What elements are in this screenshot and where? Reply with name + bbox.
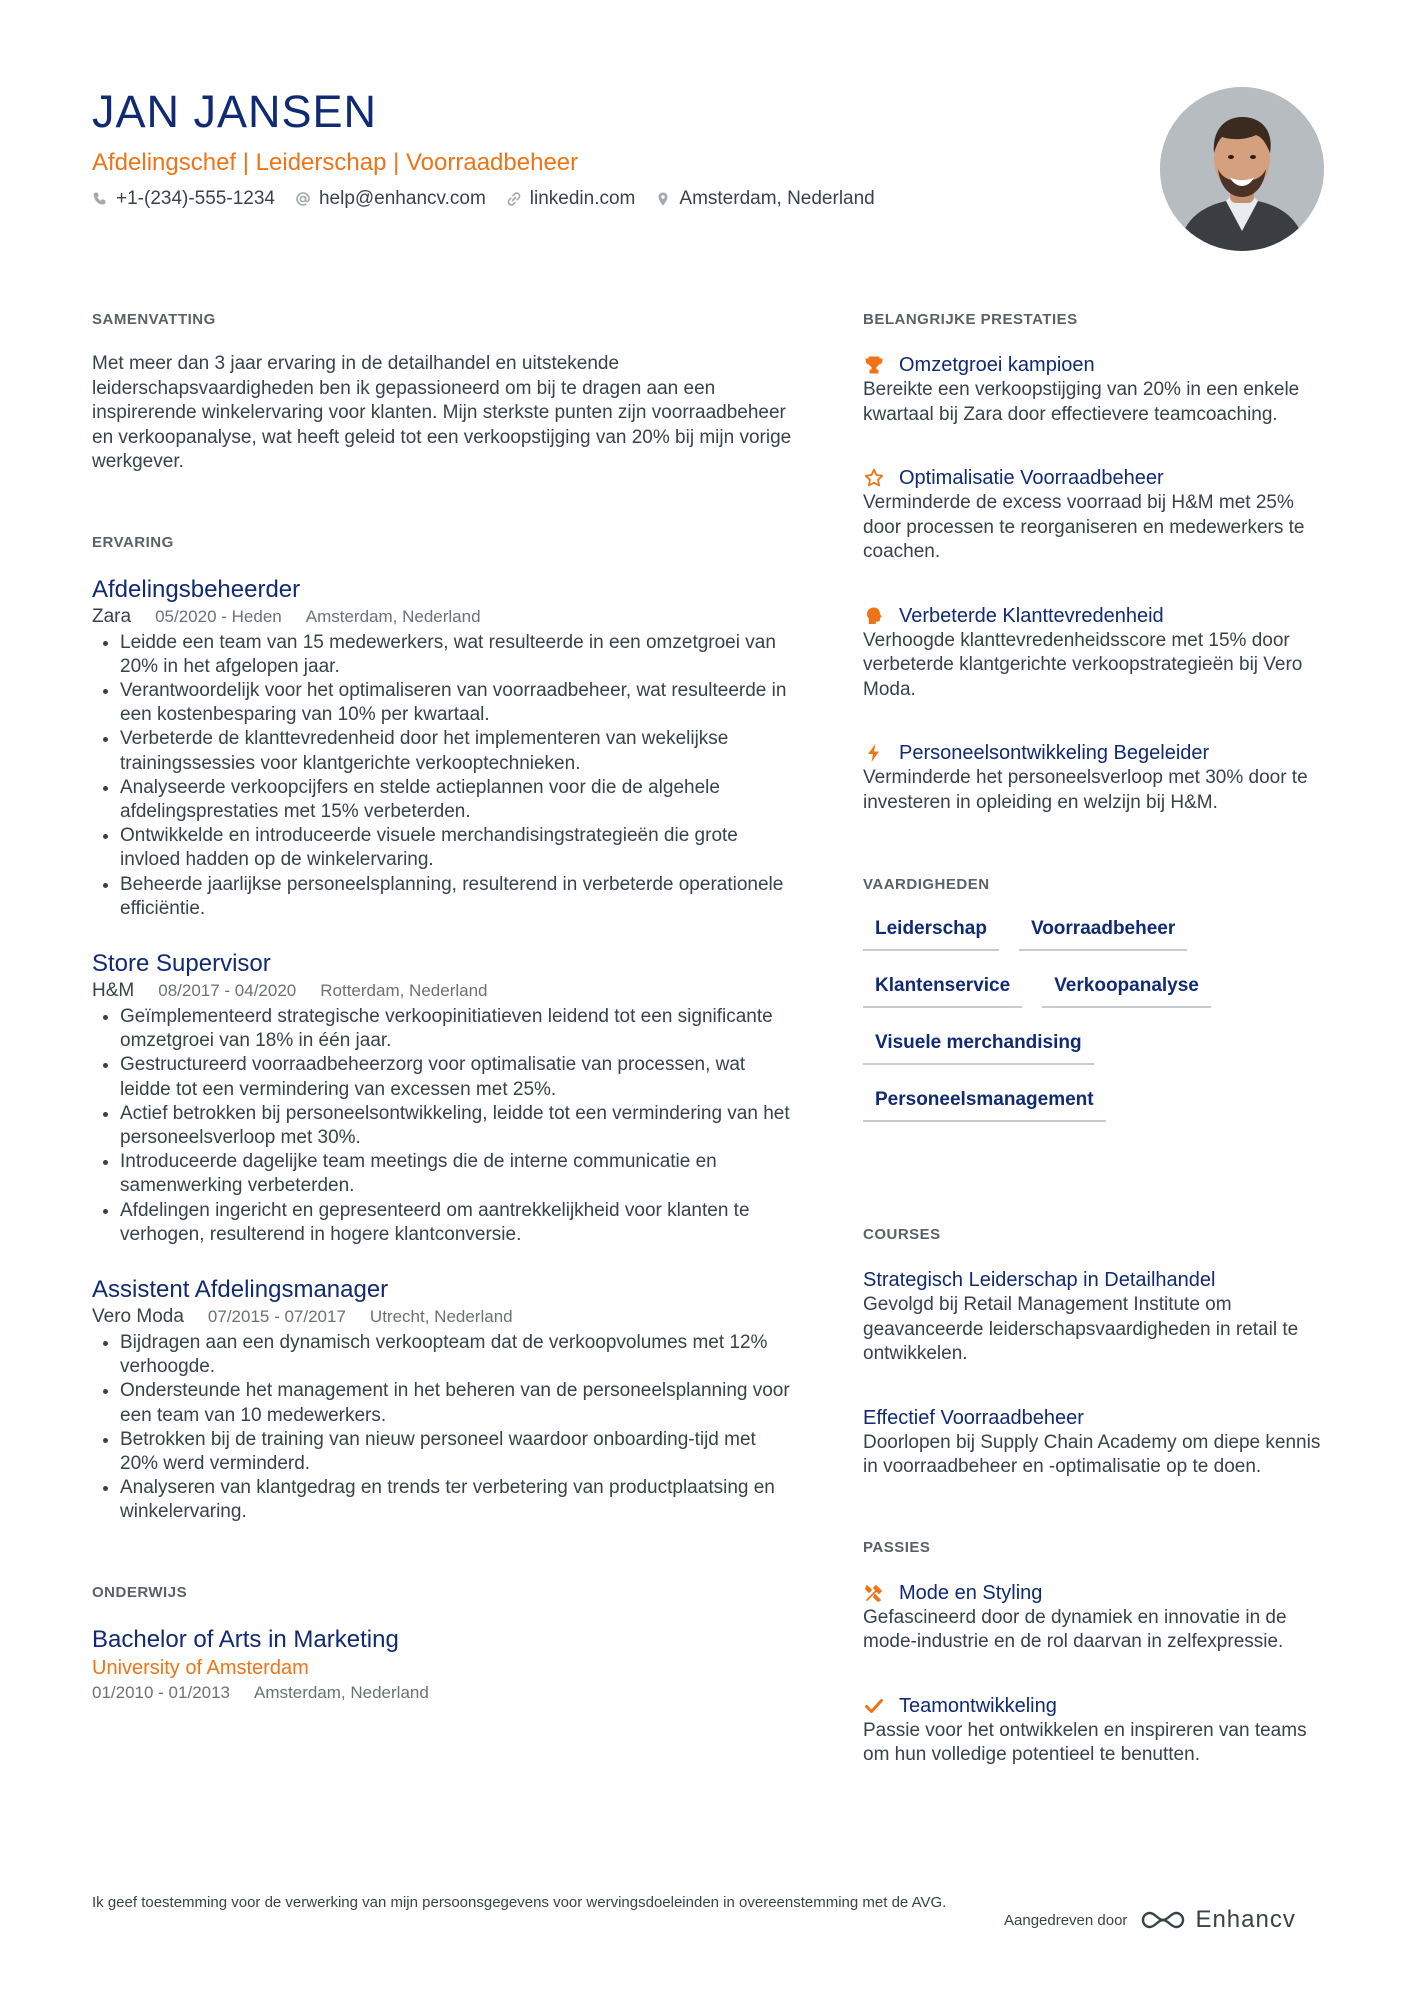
skills-heading: VAARDIGHEDEN: [863, 876, 990, 893]
achievements-section: [863, 310, 1333, 815]
phone-text: +1-(234)-555-1234: [116, 188, 275, 209]
course-title: Effectief Voorraadbeheer: [863, 1406, 1084, 1429]
contact-location: [655, 188, 874, 210]
location-text: Amsterdam, Nederland: [679, 188, 875, 209]
achievement-desc: Bereikte een verkoopstijging van 20% in een enkele kwartaal bij Zara door effectievere teamcoaching.: [863, 379, 1300, 425]
achievement-desc: Verhoogde klanttevredenheidsscore met 15% door verbeterde klantgerichte verkoopstrategieën bij Vero Moda.: [863, 629, 1303, 700]
job-bullet: • Bijdragen aan een dynamisch verkoopteam dat de verkoopvolumes met 12% verhoogde.: [120, 1331, 792, 1379]
job-bullet: • Betrokken bij de training van nieuw personeel waardoor onboarding-tijd met 20% werd verminderd.: [120, 1428, 792, 1476]
powered-by-label: Aangedreven door: [1004, 1911, 1128, 1929]
achievement-title: Verbeterde Klanttevredenheid: [899, 604, 1164, 627]
linkedin-text: linkedin.com: [529, 188, 636, 209]
profile-photo: [1160, 87, 1324, 251]
enhancv-logo-icon: [1139, 1909, 1187, 1931]
trophy-icon: [863, 354, 885, 376]
job-meta: [92, 605, 792, 629]
passion-desc: Passie voor het ontwikkelen en inspireren van teams om hun volledige potentieel te benutten.: [863, 1719, 1307, 1765]
checkmark-icon: [863, 1695, 885, 1717]
location-pin-icon: [655, 191, 671, 207]
experience-heading: ERVARING: [92, 533, 174, 551]
education-degree: Bachelor of Arts in Marketing: [92, 1625, 399, 1653]
summary-section: [92, 310, 792, 475]
achievement-title: Omzetgroei kampioen: [899, 354, 1095, 376]
job-bullet: • Beheerde jaarlijkse personeelsplanning, resulterend in verbeterde operationele efficiëntie.: [120, 873, 792, 921]
job-date: 08/2017 - 04/2020: [158, 980, 297, 1000]
star-icon: [863, 467, 885, 489]
job-bullet: • Afdelingen ingericht en gepresenteerd om aantrekkelijkheid voor klanten te verhogen, resulterend in hogere klantconversie.: [120, 1199, 792, 1247]
skill-tag: Personeelsmanagement: [863, 1088, 1106, 1122]
courses-section: [863, 1225, 1333, 1480]
job-title: Afdelingsbeheerder: [92, 575, 301, 603]
achievement-title: Personeelsontwikkeling Begeleider: [899, 742, 1210, 764]
candidate-name: JAN JANSEN: [92, 86, 378, 137]
job-bullet: • Analyseren van klantgedrag en trends ter verbetering van productplaatsing en winkelervaring.: [120, 1476, 792, 1524]
passions-section: [863, 1538, 1333, 1768]
job-bullets: [92, 1331, 792, 1525]
head-icon: [863, 605, 885, 627]
achievement-desc: Verminderde de excess voorraad bij H&M met 25% door processen te reorganiseren en medewerkers te coachen.: [863, 492, 1305, 562]
job-bullet: • Leidde een team van 15 medewerkers, wat resulteerde in een omzetgroei van 20% in het afgelopen jaar.: [120, 631, 792, 679]
job-entry: [92, 575, 792, 921]
avatar: [1160, 87, 1324, 251]
candidate-headline: Afdelingschef | Leiderschap | Voorraadbeheer: [92, 149, 579, 176]
passions-heading: PASSIES: [863, 1538, 931, 1556]
achievement-item: [863, 603, 1333, 703]
education-school: University of Amsterdam: [92, 1656, 309, 1679]
job-date: 05/2020 - Heden: [155, 606, 282, 626]
contact-email[interactable]: [295, 188, 486, 210]
lightning-icon: [863, 742, 885, 764]
job-company: Zara: [92, 605, 132, 627]
tools-icon: [863, 1582, 885, 1604]
achievement-desc: Verminderde het personeelsverloop met 30% door te investeren in opleiding en welzijn bij H&M.: [863, 767, 1308, 813]
skill-tag: Leiderschap: [863, 917, 999, 951]
skill-tag: Visuele merchandising: [863, 1031, 1094, 1065]
course-desc: Doorlopen bij Supply Chain Academy om diepe kennis in voorraadbeheer en -optimalisatie op te doen.: [863, 1431, 1321, 1477]
job-title: Store Supervisor: [92, 949, 271, 977]
job-company: H&M: [92, 979, 135, 1001]
passion-desc: Gefascineerd door de dynamiek en innovatie in de mode-industrie en de rol daarvan in zelfexpressie.: [863, 1606, 1287, 1652]
left-column: [92, 310, 792, 1705]
passion-title: Teamontwikkeling: [899, 1694, 1057, 1717]
job-bullets: [92, 631, 792, 921]
job-meta: [92, 979, 792, 1003]
job-location: Amsterdam, Nederland: [305, 606, 481, 626]
skill-tag: Verkoopanalyse: [1042, 974, 1211, 1008]
job-title: Assistent Afdelingsmanager: [92, 1275, 389, 1303]
job-company: Vero Moda: [92, 1305, 184, 1327]
contact-linkedin[interactable]: [506, 188, 636, 210]
consent-note: Ik geef toestemming voor de verwerking van mijn persoonsgegevens voor wervingsdoeleinden in overeenstemming met de AVG.: [92, 1894, 947, 1911]
education-heading: ONDERWIJS: [92, 1583, 188, 1601]
job-bullet: • Verbeterde de klanttevredenheid door het implementeren van wekelijkse trainingssessies voor klantgerichte verkooptechnieken.: [120, 727, 792, 775]
passion-item: [863, 1580, 1333, 1655]
achievement-title: Optimalisatie Voorraadbeheer: [899, 467, 1164, 489]
job-entry: [92, 1275, 792, 1525]
powered-by[interactable]: [1004, 1906, 1296, 1934]
summary-text: Met meer dan 3 jaar ervaring in de detailhandel en uitstekende leiderschapsvaardigheden ben ik gepassioneerd om bij te dragen aan een inspirerende winkelervaring voor klanten. Mijn sterkste punten zijn voorraadbeheer en verkoopanalyse, wat heeft geleid tot een verkoopstijging van 20% bij mijn vorige werkgever.: [92, 353, 792, 472]
course-desc: Gevolgd bij Retail Management Institute om geavanceerde leiderschapsvaardigheden in retail te ontwikkelen.: [863, 1294, 1299, 1364]
job-bullet: • Analyseerde verkoopcijfers en stelde actieplannen voor die de algehele afdelingsprestaties met 15% verbeterden.: [120, 776, 792, 824]
course-item: [863, 1267, 1333, 1367]
passion-title: Mode en Styling: [899, 1581, 1043, 1604]
education-entry: [92, 1625, 792, 1705]
right-column: [863, 310, 1333, 1768]
skills-section: [863, 875, 1333, 1145]
contact-row: [92, 186, 895, 212]
skill-tag: Klantenservice: [863, 974, 1022, 1008]
email-text: help@enhancv.com: [318, 188, 486, 209]
achievement-item: [863, 465, 1333, 565]
link-icon: [506, 191, 522, 207]
job-bullet: • Ondersteunde het management in het beheren van de personeelsplanning voor een team van 10 medewerkers.: [120, 1379, 792, 1427]
job-bullet: • Gestructureerd voorraadbeheerzorg voor optimalisatie van processen, wat leidde tot een vermindering van excessen met 25%.: [120, 1053, 792, 1101]
education-meta: [92, 1681, 792, 1705]
phone-icon: [92, 191, 108, 207]
job-entry: [92, 949, 792, 1247]
job-location: Rotterdam, Nederland: [320, 980, 488, 1000]
education-location: Amsterdam, Nederland: [254, 1682, 429, 1702]
experience-section: [92, 533, 792, 1525]
skill-tag: Voorraadbeheer: [1019, 917, 1187, 951]
job-bullet: • Geïmplementeerd strategische verkoopinitiatieven leidend tot een significante omzetgroei van 18% in één jaar.: [120, 1005, 792, 1053]
education-section: [92, 1583, 792, 1705]
job-bullets: [92, 1005, 792, 1247]
job-bullet: • Verantwoordelijk voor het optimaliseren van voorraadbeheer, wat resulteerde in een kostenbesparing van 10% per kwartaal.: [120, 679, 792, 727]
achievement-item: [863, 352, 1333, 427]
courses-heading: COURSES: [863, 1226, 941, 1243]
job-location: Utrecht, Nederland: [369, 1306, 513, 1326]
job-bullet: • Actief betrokken bij personeelsontwikkeling, leidde tot een vermindering van het personeelsverloop met 30%.: [120, 1102, 792, 1150]
passion-item: [863, 1693, 1333, 1768]
brand-name: Enhancv: [1195, 1906, 1296, 1933]
job-date: 07/2015 - 07/2017: [207, 1306, 346, 1326]
job-bullet: • Introduceerde dagelijke team meetings die de interne communicatie en samenwerking verbeterden.: [120, 1150, 792, 1198]
job-meta: [92, 1305, 792, 1329]
education-date: 01/2010 - 01/2013: [92, 1682, 231, 1702]
achievement-item: [863, 740, 1333, 815]
at-sign-icon: [295, 191, 311, 207]
achievements-heading: BELANGRIJKE PRESTATIES: [863, 311, 1078, 328]
summary-heading: SAMENVATTING: [92, 311, 216, 328]
job-bullet: • Ontwikkelde en introduceerde visuele merchandisingstrategieën die grote invloed hadden op de winkelervaring.: [120, 824, 792, 872]
contact-phone[interactable]: [92, 188, 275, 210]
course-item: [863, 1405, 1333, 1480]
course-title: Strategisch Leiderschap in Detailhandel: [863, 1269, 1216, 1291]
skills-list: [863, 917, 1333, 1145]
